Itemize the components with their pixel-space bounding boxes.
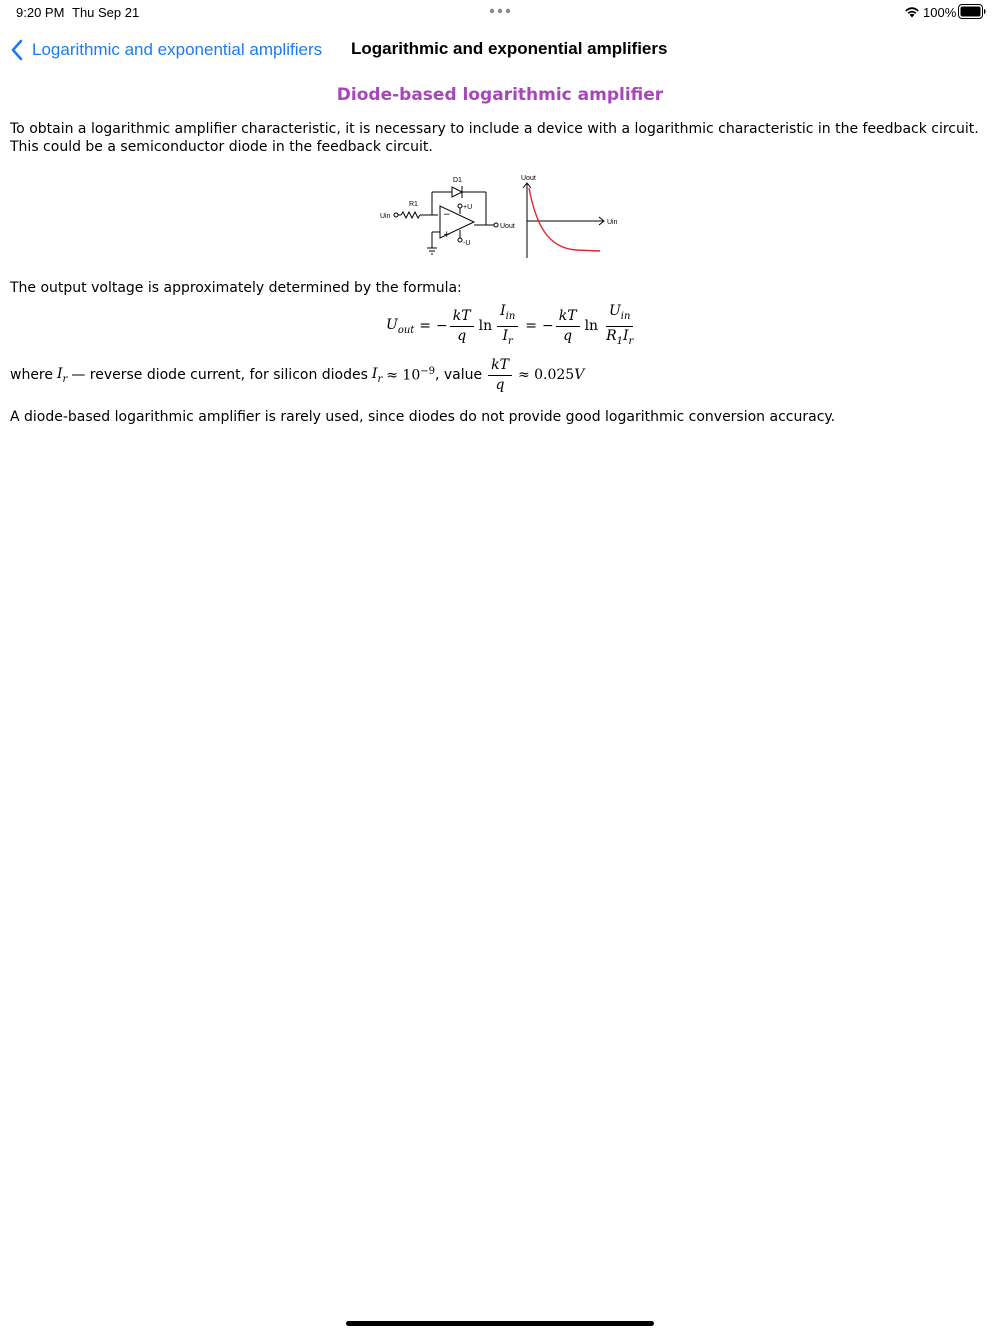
label-r1: R1 — [409, 201, 418, 208]
fraction-kt-q-2: $\frac{kT}{q}$ — [556, 308, 580, 345]
fraction-uin-r1ir: $\frac{U_{in}}{R_1I_r}$ — [606, 302, 634, 347]
conclusion-paragraph: A diode-based logarithmic amplifier is rarely used, since diodes do not provide good logarithmic conversion accuracy. — [10, 409, 836, 425]
log-curve — [529, 188, 600, 251]
status-date: Thu Sep 21 — [72, 5, 140, 20]
fraction-kt-q: $\frac{kT}{q}$ — [450, 308, 474, 345]
label-d1: D1 — [453, 177, 462, 184]
navigation-bar — [0, 28, 1000, 72]
fraction-iin-ir: $\frac{I_{in}}{I_r}$ — [497, 303, 518, 350]
svg-text:+: + — [443, 230, 451, 240]
back-button[interactable] — [10, 36, 322, 64]
axis-y-label: Uout — [521, 175, 536, 182]
formula-intro: The output voltage is approximately determined by the formula: — [10, 280, 462, 296]
label-plus-u: +U — [463, 204, 473, 211]
battery-icon — [958, 4, 986, 19]
wifi-icon — [904, 5, 920, 18]
status-bar — [0, 0, 1000, 24]
formula-lhs: $U_{out}$ — [386, 316, 415, 336]
label-minus-u: -U — [463, 240, 471, 247]
home-indicator[interactable] — [346, 1321, 654, 1326]
back-button-label: Logarithmic and exponential amplifiers — [32, 40, 323, 59]
dots-menu-icon[interactable] — [488, 4, 512, 18]
fraction-kt-q-inline: $\frac{kT}{q}$ — [488, 357, 512, 394]
where-explanation: where $I_r$ — reverse diode current, for silicon diodes $I_r$ ≈ $10^{-9}$ , value $\frac{kT}{q}$ ≈ 0.025 V — [10, 356, 585, 393]
label-uout: Uout — [500, 223, 515, 230]
output-voltage-formula: $U_{out}$ = − $\frac{kT}{q}$ ln $\frac{I_{in}}{I_r}$ = − $\frac{kT}{q}$ ln $\frac{U_{in}}{R_1I_r}$ — [386, 306, 638, 346]
battery-percent: 100% — [923, 5, 957, 20]
axis-x-label: Uin — [607, 219, 618, 226]
label-uin: Uin — [380, 213, 391, 220]
chevron-left-icon — [10, 39, 24, 61]
section-title: Diode-based logarithmic amplifier — [336, 85, 664, 105]
status-time: 9:20 PM — [16, 5, 65, 20]
svg-text:−: − — [443, 210, 451, 220]
circuit-diagram — [376, 170, 626, 262]
page-title: Logarithmic and exponential amplifiers — [351, 39, 668, 58]
intro-paragraph: To obtain a logarithmic amplifier characteristic, it is necessary to include a device with a logarithmic characteristic in the feedback circuit. This could be a semiconductor diode in the feedback circuit. — [10, 121, 979, 155]
